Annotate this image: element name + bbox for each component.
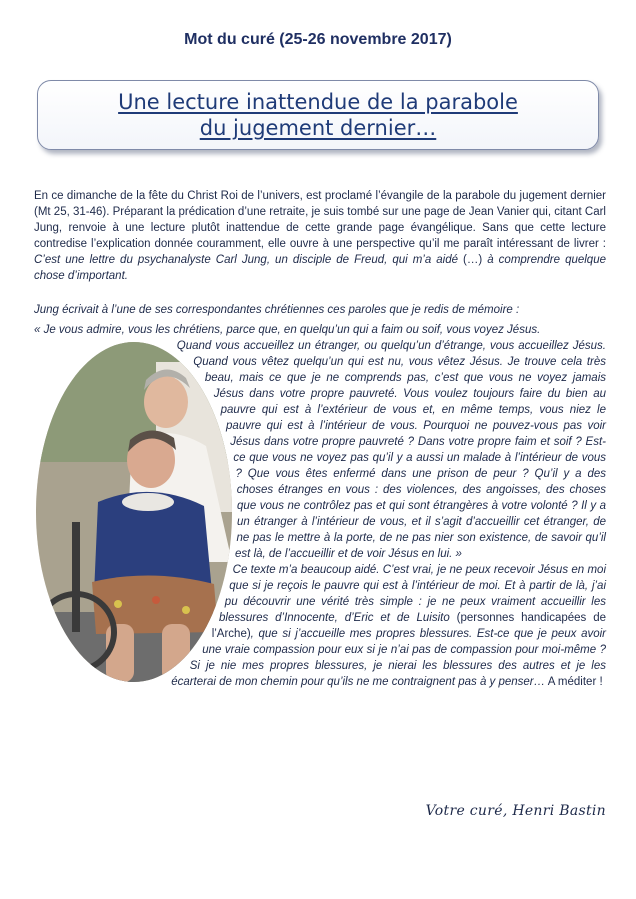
signature: Votre curé, Henri Bastin: [425, 803, 606, 819]
photo: [36, 342, 232, 682]
reflection-end: A méditer !: [545, 676, 603, 688]
intro-italic: C’est une lettre du psychanalyste Carl Jung, un disciple de Freud, qui m’a aidé: [34, 254, 464, 266]
quote-body: Quand vous accueillez un étranger, ou quelqu’un d’étrange, vous accueillez Jésus. Quand vous vêtez quelqu’un qui est nu, vous vêtez Jésus. Je trouve cela très beau, mais ce que je ne comprends pas, c’est que vous ne voyez jamais Jésus dans votre propre pauvreté. Vous voulez toujours faire du bien au pauvre qui est à l’extérieur de vous et, en même temps, vous niez le pauvre qui est à l’intérieur de vous. Pourquoi ne pouvez-vous pas voir Jésus dans votre propre pauvreté ? Dans votre propre faim et soif ? Est-ce que vous ne voyez pas qu’il y a aussi un malade à l’intérieur de vous ? Que vous êtes enfermé dans une prison de peur ? Qu’il y a des choses étranges en vous : des violences, des angoisses, des choses que vous ne contrôlez pas et qui sont étrangères à votre volonté ? Il y a un étranger à l’intérieur de vous, et il s’agit d’accueillir cet étranger, de ne pas le mettre à la porte, de ne pas nier son existence, de savoir qu’il est là, de l’accueillir et de voir Jésus en lui. »: [176, 340, 606, 560]
photo-illustration: [36, 342, 232, 682]
title-line-2: du jugement dernier…: [199, 116, 437, 140]
reflection-part-2: , que si j’accueille mes propres blessures. Est-ce que je peux avoir une vraie compassion pour eux si je n’ai pas de compassion pour moi-même ? Si je nie mes propres blessures, je nierai les blessures des autres et je les écarterai de mon chemin pour qu’ils ne me contraignent pas à y penser…: [171, 628, 606, 688]
page-header: Mot du curé (25-26 novembre 2017): [184, 31, 452, 48]
photo-frame: [34, 338, 244, 686]
intro-paragraph: [34, 188, 606, 284]
quote-wrap-block: [34, 338, 606, 690]
reflection-parenthetical: (personnes handicapées de l’Arche): [211, 612, 606, 640]
intro-text: En ce dimanche de la fête du Christ Roi de l’univers, est proclamé l’évangile de la parabole du jugement dernier (Mt 25, 31-46). Préparant la prédication d’une retraite, je suis tombé sur une page de Jean Vanier qui, citant Carl Jung, renvoie à une lecture plutôt inattendue de cette grande page évangélique. Sans que cette lecture contredise l’explication donnée couramment, elle ouvre à une perspective qu’il me paraît intéressant de livrer :: [34, 190, 606, 250]
title-box: [37, 80, 599, 150]
reflection-part-1: Ce texte m’a beaucoup aidé. C’est vrai, je ne peux recevoir Jésus en moi que si je reçois le pauvre qui est à l’intérieur de moi. Et à partir de là, j’ai pu découvrir une vérité très simple : je ne peux vraiment accueillir les blessures d’Innocente, d’Eric et de Luisito: [219, 564, 606, 624]
quote-lead: Jung écrivait à l’une de ses correspondantes chrétiennes ces paroles que je redis de mémoire :: [34, 304, 520, 316]
quote-first-line: « Je vous admire, vous les chrétiens, parce que, en quelqu’un qui a faim ou soif, vous voyez Jésus.: [34, 324, 541, 336]
intro-italic-end: à comprendre quelque chose d’important.: [34, 254, 606, 282]
intro-ellipsis: (…): [463, 254, 483, 266]
title-line-1: Une lecture inattendue de la parabole: [118, 90, 518, 114]
